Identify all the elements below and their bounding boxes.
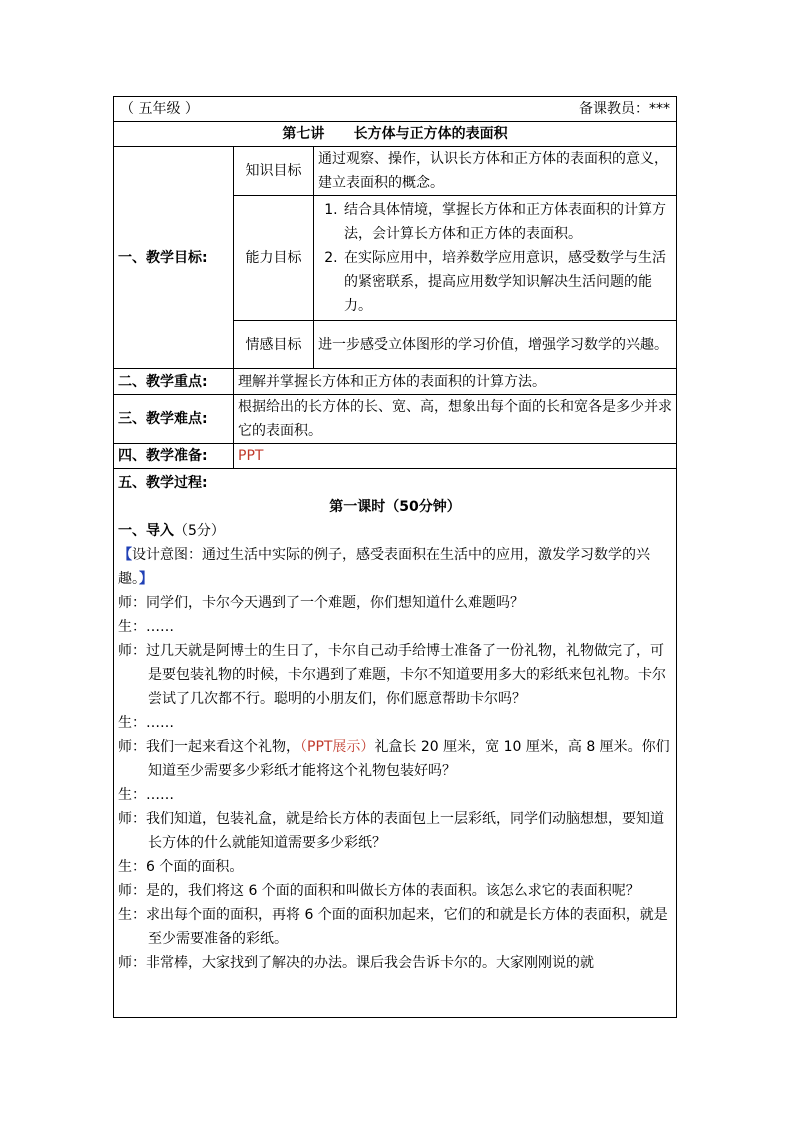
knowledge-goal-label: 知识目标 — [234, 147, 314, 196]
emotion-goal-label: 情感目标 — [234, 321, 314, 369]
header-row — [114, 97, 677, 122]
dialog-text: 求出每个面的面积，再将 6 个面的面积加起来，它们的和就是长方体的表面积，就是至少需要准备的彩纸。 — [146, 907, 668, 947]
dialog-list — [118, 591, 672, 975]
knowledge-goal-text: 通过观察、操作，认识长方体和正方体的表面积的意义，建立表面积的概念。 — [314, 147, 677, 196]
dialog-text: 过几天就是阿博士的生日了，卡尔自己动手给博士准备了一份礼物，礼物做完了，可是要包装礼物的时候，卡尔遇到了难题，卡尔不知道要用多大的彩纸来包礼物。卡尔尝试了几次都不行。聪明的小朋友们，你们愿意帮助卡尔吗？ — [146, 643, 666, 707]
ppt-note: （PPT展示） — [300, 739, 375, 755]
ability-goal-label: 能力目标 — [234, 196, 314, 321]
preparation-label: 四、教学准备: — [114, 444, 234, 469]
speaker-label: 师： — [118, 955, 146, 971]
dialog-text: …… — [146, 619, 174, 635]
design-intent-text: 设计意图：通过生活中实际的例子，感受表面积在生活中的应用，激发学习数学的兴趣。 — [118, 547, 650, 587]
dialog-line — [118, 951, 672, 975]
preparation-text: PPT — [234, 444, 677, 469]
goals-label: 一、教学目标: — [114, 147, 234, 369]
speaker-label: 师： — [118, 883, 146, 899]
key-point-text: 理解并掌握长方体和正方体的表面积的计算方法。 — [234, 369, 677, 395]
speaker-label: 生： — [118, 907, 146, 923]
dialog-line — [118, 735, 672, 783]
dialog-line — [118, 879, 672, 903]
design-open-bracket: 【 — [118, 547, 132, 563]
speaker-label: 生： — [118, 859, 146, 875]
section-title — [118, 519, 672, 543]
dialog-text: 礼盒长 20 厘米，宽 10 厘米，高 8 厘米。你们知道至少需要多少彩纸才能将这个礼物包装好吗？ — [148, 739, 670, 779]
dialog-line — [118, 639, 672, 711]
speaker-label: 师： — [118, 811, 146, 827]
dialog-line — [118, 711, 672, 735]
teaching-process — [114, 469, 677, 1018]
difficulty-label: 三、教学难点: — [114, 395, 234, 444]
section-time: （5分） — [174, 523, 225, 539]
dialog-line — [118, 615, 672, 639]
speaker-label: 师： — [118, 739, 146, 755]
dialog-text: 我们一起来看这个礼物， — [146, 739, 300, 755]
dialog-text: 是的，我们将这 6 个面的面积和叫做长方体的表面积。该怎么求它的表面积呢？ — [146, 883, 640, 899]
ability-goal-item: 2. 在实际应用中，培养数学应用意识，感受数学与生活的紧密联系，提高应用数学知识解决生活问题的能力。 — [342, 246, 672, 318]
design-close-bracket: 】 — [139, 571, 153, 587]
lesson-plan-page — [113, 96, 676, 1018]
ability-goal-list — [314, 196, 677, 321]
dialog-line — [118, 783, 672, 807]
dialog-line — [118, 591, 672, 615]
emotion-goal-text: 进一步感受立体图形的学习价值，增强学习数学的兴趣。 — [314, 321, 677, 369]
dialog-text: …… — [146, 787, 174, 803]
dialog-line — [118, 855, 672, 879]
difficulty-text: 根据给出的长方体的长、宽、高，想象出每个面的长和宽各是多少并求它的表面积。 — [234, 395, 677, 444]
speaker-label: 生： — [118, 715, 146, 731]
dialog-text: 6 个面的面积。 — [146, 859, 244, 875]
dialog-text: 同学们，卡尔今天遇到了一个难题，你们想知道什么难题吗？ — [146, 595, 524, 611]
ability-goal-item: 1. 结合具体情境，掌握长方体和正方体表面积的计算方法，会计算长方体和正方体的表面积。 — [342, 198, 672, 246]
lesson-title: 第七讲 长方体与正方体的表面积 — [114, 122, 677, 147]
grade-label: （ 五年级 ） — [120, 101, 199, 117]
speaker-label: 生： — [118, 619, 146, 635]
speaker-label: 师： — [118, 643, 146, 659]
key-point-label: 二、教学重点: — [114, 369, 234, 395]
speaker-label: 师： — [118, 595, 146, 611]
dialog-text: 我们知道，包装礼盒，就是给长方体的表面包上一层彩纸，同学们动脑想想，要知道长方体的什么就能知道需要多少彩纸？ — [146, 811, 664, 851]
period-title: 第一课时（50分钟） — [329, 499, 461, 515]
dialog-line — [118, 903, 672, 951]
dialog-text: 非常棒，大家找到了解决的办法。课后我会告诉卡尔的。大家刚刚说的就 — [146, 955, 594, 971]
teacher-label: 备课教员：*** — [579, 101, 670, 117]
design-intent — [118, 543, 672, 591]
lesson-plan-table — [113, 96, 677, 1018]
dialog-line — [118, 807, 672, 855]
section-title-text: 一、导入 — [118, 523, 174, 539]
speaker-label: 生： — [118, 787, 146, 803]
dialog-text: …… — [146, 715, 174, 731]
process-label: 五、教学过程: — [118, 475, 208, 491]
